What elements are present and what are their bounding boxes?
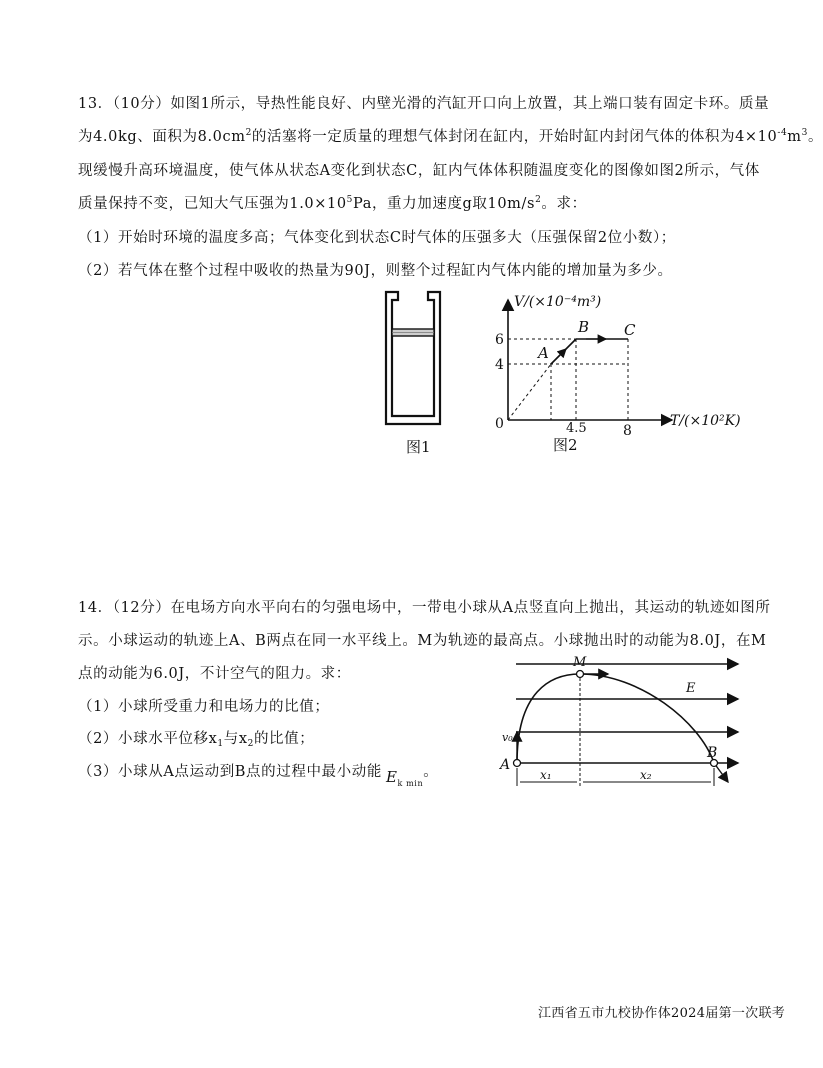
q13-line-4-sup1: 5 (346, 195, 353, 205)
q14-line-3: 点的动能为6.0J，不计空气的阻力。求： (78, 666, 351, 682)
q14-label-x1: x₁ (540, 768, 552, 782)
q14-part-2-a: （2）小球水平位移x (78, 731, 218, 747)
q14-label-E: E (686, 681, 696, 696)
fig2-y-tick-6: 6 (495, 332, 504, 348)
q14-part-3-a: （3）小球从A点运动到B点的过程中最小动能 (78, 764, 382, 780)
q14-line-2: 示。小球运动的轨迹上A、B两点在同一水平线上。M为轨迹的最高点。小球抛出时的动能为8.0J，在M (78, 633, 767, 649)
point-A (514, 760, 521, 767)
fig2-dash-origin-line (508, 364, 551, 420)
fig2-caption: 图2 (553, 436, 578, 454)
trajectory-curve (517, 674, 714, 763)
q13-line-2-sup3: 3 (801, 128, 808, 138)
q14-label-B: B (707, 745, 718, 761)
q14-label-M: M (573, 655, 587, 670)
fig2-arrow-AB (556, 349, 566, 359)
q14-part-1: （1）小球所受重力和电场力的比值； (78, 699, 330, 715)
cylinder-walls (386, 292, 440, 424)
q14-label-v0: v₀ (502, 731, 513, 744)
q14-part-2 (78, 727, 314, 748)
q14-part-3-end: 。 (423, 764, 439, 780)
q13-line-1: 13．（10分）如图1所示，导热性能良好、内壁光滑的汽缸开口向上放置，其上端口装有固定卡环。质量 (78, 96, 770, 112)
q14-trajectory-figure (500, 652, 760, 802)
fig1-cylinder (370, 288, 470, 458)
q14-label-A: A (500, 757, 511, 773)
q14-part-3-sub: k min (397, 779, 424, 788)
q14-label-x2: x₂ (640, 768, 652, 782)
q14-part-3 (78, 760, 439, 788)
q14-part-2-c: 的比值； (253, 731, 315, 747)
fig2-label-C: C (624, 321, 636, 339)
q13-line-4-a: 质量保持不变，已知大气压强为1.0×10 (78, 196, 347, 212)
q14-part-2-sub2: 2 (247, 739, 254, 749)
fig2-y-label: V/(×10⁻⁴m³) (514, 294, 602, 310)
q13-line-2-c: m (787, 129, 802, 145)
q14-part-2-b: 与x (223, 731, 248, 747)
fig2-label-B: B (578, 318, 590, 336)
fig2-origin: 0 (495, 416, 504, 432)
q13-line-2-sup1: 2 (245, 128, 252, 138)
q13-line-4-sup2: 2 (535, 195, 542, 205)
fig2-label-A: A (538, 344, 549, 362)
footer-exam-name: 江西省五市九校协作体2024届第一次联考 (538, 1006, 786, 1021)
q14-line-1: 14．（12分）在电场方向水平向右的匀强电场中，一带电小球从A点竖直向上抛出，其运动的轨迹如图所 (78, 600, 771, 616)
q13-line-4-c: 。求： (541, 196, 587, 212)
fig2-graph (490, 290, 760, 460)
q13-line-2-b: 的活塞将一定质量的理想气体封闭在缸内，开始时缸内封闭气体的体积为4×10 (251, 129, 778, 145)
q13-line-2 (78, 125, 823, 146)
fig1-caption: 图1 (406, 438, 431, 456)
q13-part-2: （2）若气体在整个过程中吸收的热量为90J，则整个过程缸内气体内能的增加量为多少。 (78, 263, 673, 279)
q14-part-3-E: E (385, 768, 398, 786)
fig2-x-label: T/(×10²K) (670, 413, 741, 429)
q13-part-1: （1）开始时环境的温度多高；气体变化到状态C时气体的压强多大（压强保留2位小数）； (78, 230, 676, 246)
q13-line-4 (78, 192, 587, 213)
q13-line-2-a: 为4.0kg、面积为8.0cm (78, 129, 246, 145)
q13-line-4-b: Pa，重力加速度g取10m/s (353, 196, 536, 212)
q13-line-2-sup2: -4 (777, 128, 788, 138)
fig2-x-tick-8: 8 (623, 423, 632, 439)
fig2-x-tick-4-5: 4.5 (566, 421, 587, 436)
q14-part-2-sub1: 1 (217, 739, 224, 749)
point-M (577, 671, 584, 678)
fig2-y-tick-4: 4 (495, 357, 504, 373)
q13-line-3: 现缓慢升高环境温度，使气体从状态A变化到状态C，缸内气体体积随温度变化的图像如图2所示，气体 (78, 163, 760, 179)
q13-line-2-d: 。 (807, 129, 823, 145)
